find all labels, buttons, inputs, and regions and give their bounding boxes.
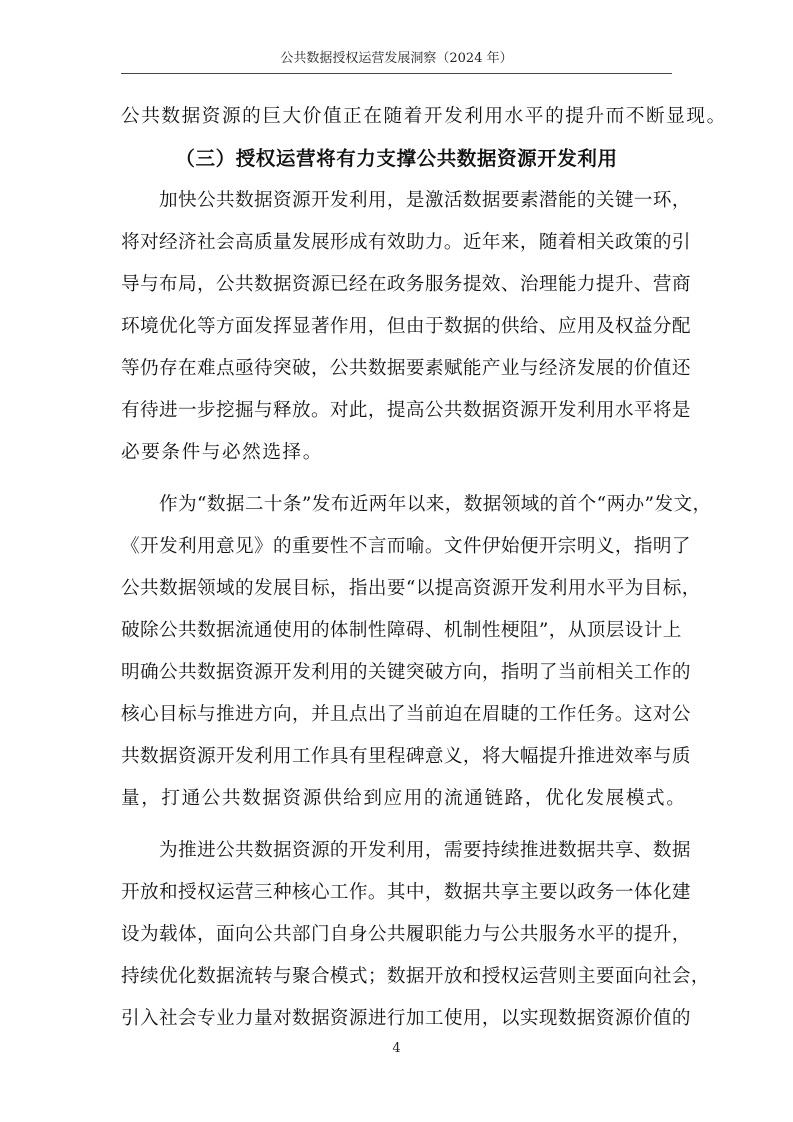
paragraph-line: 作为“数据二十条”发布近两年以来，数据领域的首个“两办”发文， [121,494,712,515]
paragraph-line: 《开发利用意见》的重要性不言而喻。文件伊始便开宗明义，指明了 [121,536,691,557]
paragraph-line: 破除公共数据流通使用的体制性障碍、机制性梗阻”，从顶层设计上 [121,620,682,641]
paragraph-line: 共数据资源开发利用工作具有里程碑意义，将大幅提升推进效率与质 [121,746,691,767]
paragraph-line: 公共数据资源的巨大价值正在随着开发利用水平的提升而不断显现。 [121,106,727,127]
paragraph-line: 设为载体，面向公共部门自身公共履职能力与公共服务水平的提升， [121,924,691,945]
paragraph-line: 为推进公共数据资源的开发利用，需要持续推进数据共享、数据 [121,840,691,861]
paragraph-line: 开放和授权运营三种核心工作。其中，数据共享主要以政务一体化建 [121,882,691,903]
paragraph-line: 将对经济社会高质量发展形成有效助力。近年来，随着相关政策的引 [121,232,691,253]
header-rule [121,73,672,74]
running-header: 公共数据授权运营发展洞察（2024 年） [280,51,513,66]
paragraph-line: 导与布局，公共数据资源已经在政务服务提效、治理能力提升、营商 [121,274,691,295]
paragraph-line: 环境优化等方面发挥显著作用，但由于数据的供给、应用及权益分配 [121,316,691,337]
paragraph-gap [121,820,672,830]
paragraph-line: 公共数据领域的发展目标，指出要“以提高资源开发利用水平为目标， [121,578,701,599]
section-heading: （三）授权运营将有力支撑公共数据资源开发利用 [175,147,618,170]
paragraph-line: 量，打通公共数据资源供给到应用的流通链路，优化发展模式。 [121,788,687,809]
paragraph-line: 等仍存在难点亟待突破，公共数据要素赋能产业与经济发展的价值还 [121,358,691,379]
page-number: 4 [392,1041,401,1056]
paragraph-line: 引入社会专业力量对数据资源进行加工使用，以实现数据资源价值的 [121,1008,691,1029]
paragraph-line: 必要条件与必然选择。 [121,442,323,463]
paragraph-line: 明确公共数据资源开发利用的关键突破方向，指明了当前相关工作的 [121,662,691,683]
paragraph-line: 持续优化数据流转与聚合模式；数据开放和授权运营则主要面向社会， [121,966,710,987]
paragraph-gap [121,474,672,484]
paragraph-line: 有待进一步挖掘与释放。对此，提高公共数据资源开发利用水平将是 [121,400,691,421]
paragraph-line: 核心目标与推进方向，并且点出了当前迫在眉睫的工作任务。这对公 [121,704,691,725]
paragraph-line: 加快公共数据资源开发利用，是激活数据要素潜能的关键一环， [121,190,691,211]
document-body [121,96,727,1040]
